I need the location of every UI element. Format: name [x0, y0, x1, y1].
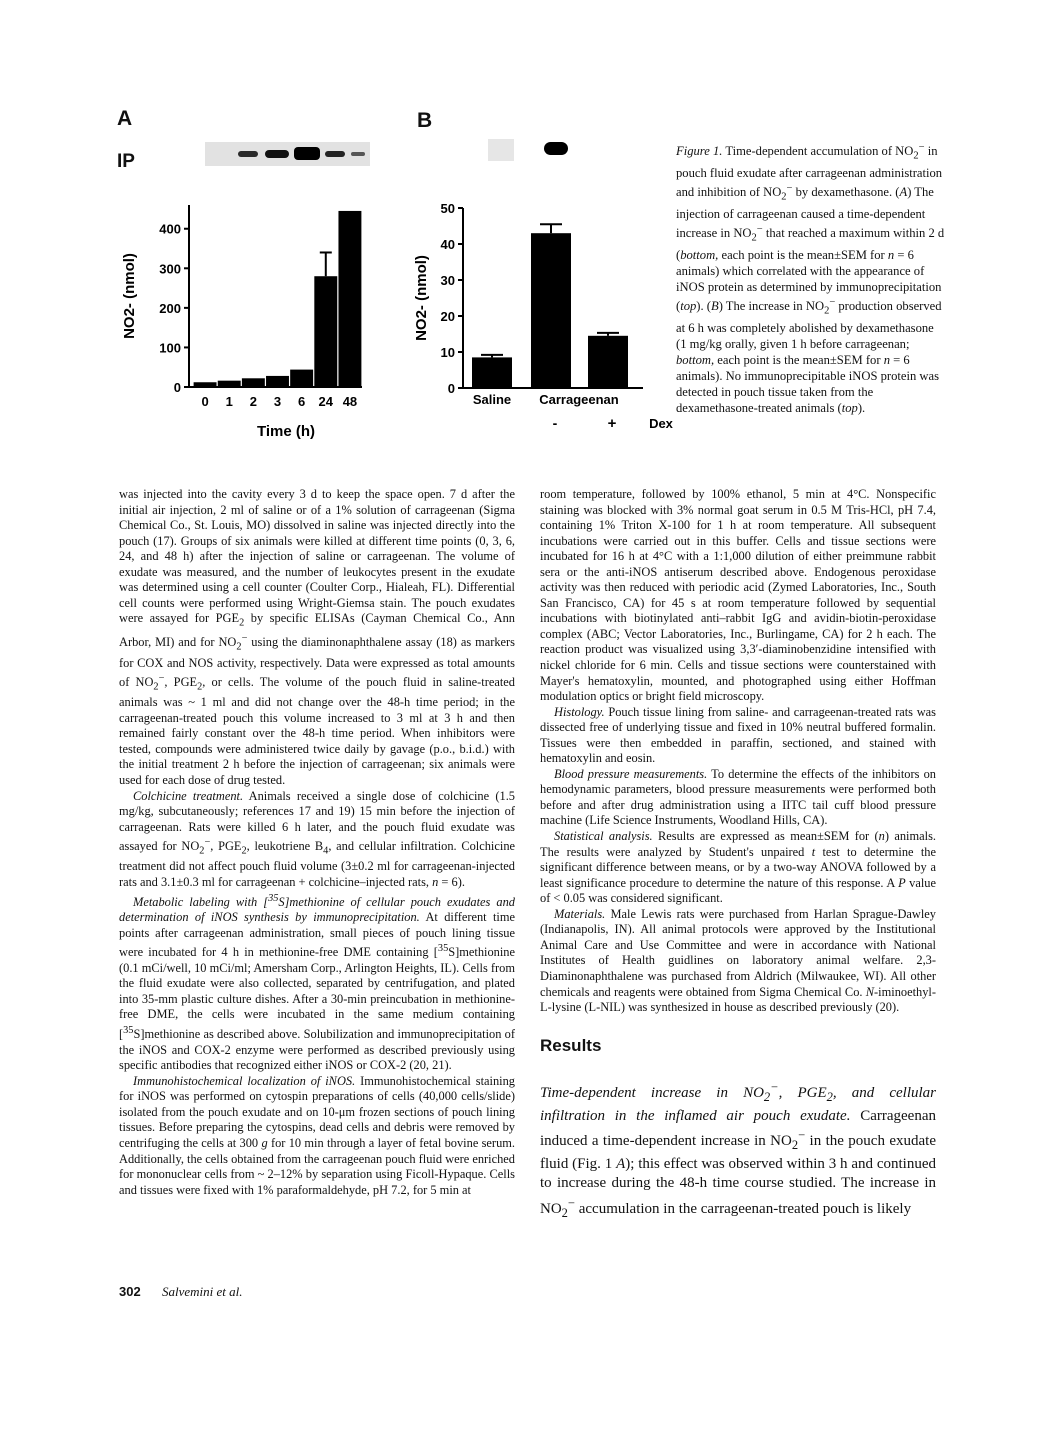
chart-a: [110, 195, 370, 465]
x-category-label: Saline: [472, 392, 512, 407]
bar: [531, 233, 571, 388]
ip-label: IP: [117, 151, 135, 172]
right-column: room temperature, followed by 100% ethanol, 5 min at 4°C. Nonspecific staining was blocked with 3% normal goat serum in 0.5 M Tris-HCl, pH 7.4, containing 1% Triton X-100 for 1 h at room temperature. All subsequent incubations were carried out in this buffer. Cells and tissue sections were incubated for 16 h at 4°C with a 1:1,000 dilution of either preimmune rabbit sera or the anti-iNOS antiserum described above. Endogenous peroxidase activity was then reduced with periodic acid (Zymed Laboratories, Inc., South San Francisco, CA) for 45 s at room temperature followed by sequential incubations with biotinylated anti–rabbit IgG and avidin-biotin-peroxidase complex (ABC; Vector Laboratories, Inc., Burlingame, CA) for 2 h each. The reaction product was visualized using 3,3′-diaminobenzidine intensified with nickel chloride for 6 min. Cells and tissue sections were counterstained with Mayer's hematoxylin, mounted, and photographed using either Hoffman modulation optics or bright field microscopy. Histology. Pouch tissue lining from saline- and carrageenan-treated rats was dissected free of underlying tissue and fixed in 10% neutral buffered formalin. Tissues were then embedded in paraffin, sectioned, and stained with hematoxylin and eosin. Blood pressure measurements. To determine the effects of the inhibitors on hemodynamic parameters, blood pressure measurements were performed both before and after drug administration using a IITC tail cuff blood pressure machine (Life Science Instruments, Woodland Hills, CA). Statistical analysis. Results are expressed as mean±SEM for (n) animals. The results were analyzed by Student's unpaired t test to determine the significant difference between means, or by a two-way ANOVA followed by a least significance procedure to determine the nature of this response. A P value of < 0.05 was considered significant. Materials. Male Lewis rats were purchased from Harlan Sprague-Dawley (Indianapolis, IN). All animal protocols were approved by the Institutional Animal Care and Use Committee and were in accordance with National Institutes of Health guidlines on laboratory animal welfare. 2,3-Diaminonaphthalene was purchased from Aldrich (Milwaukee, WI). All other chemicals and reagents were obtained from Sigma Chemical Co. N-iminoethyl-L-lysine (L-NIL) was synthesized in house as described previously (20).: [540, 487, 937, 1015]
blot-band: [238, 151, 258, 157]
y-tick-label: 400: [159, 221, 181, 237]
bar: [338, 211, 361, 387]
bar: [194, 382, 217, 387]
blot-band: [265, 150, 289, 158]
chart-b: [405, 195, 675, 445]
y-tick-label: 20: [440, 309, 455, 324]
blot-band: [294, 147, 320, 160]
blot-strip-b: [488, 139, 514, 161]
x-tick-label: 2: [249, 394, 257, 409]
bar: [588, 336, 628, 388]
bar: [314, 276, 337, 387]
x-tick-label: 6: [298, 394, 306, 409]
x-tick-label: 0: [201, 394, 209, 409]
page-footer: [119, 1284, 242, 1300]
y-tick-label: 0: [173, 380, 181, 395]
blot-band: [544, 142, 568, 155]
y-tick-label: 0: [447, 381, 455, 396]
bar: [472, 357, 512, 388]
y-tick-label: 40: [440, 237, 455, 252]
blot-strip-a: [205, 142, 370, 166]
dex-label: Dex: [649, 416, 673, 431]
results-paragraph: Time-dependent increase in $NO_2^-$, $PGE_2$, and cellular infiltration in the inflamed air pouch exudate. Carrageenan induced a time-dependent increase in $NO_2^-$ in the pouch exudate fluid (Fig. 1 A); this effect was observed within 3 h and continued to increase during the 48-h time course studied. The increase in $NO_2^-$ accumulation in the carrageenan-treated pouch is likely: [540, 1079, 936, 1220]
y-tick-label: 50: [440, 201, 455, 216]
y-axis-label: NO2- (nmol): [413, 255, 430, 341]
figure-caption: Figure 1. Time-dependent accumulation of $NO_2^-$ in pouch fluid exudate after carrageenan administration and inhibition of $NO_2^-$ by dexamethasone. (A) The injection of carrageenan caused a time-dependent increase in $NO_2^-$ that reached a maximum within 2 d (bottom, each point is the mean±SEM for n = 6 animals) which correlated with the appearance of iNOS protein as determined by immunoprecipitation (top). (B) The increase in $NO_2^-$ production observed at 6 h was completely abolished by dexamethasone (1 mg/kg orally, given 1 h before carrageenan; bottom, each point is the mean±SEM for n = 6 animals). No immunoprecipitable iNOS protein was detected in pouch tissue taken from the dexamethasone-treated animals (top).: [676, 142, 945, 416]
dex-plus-label: +: [607, 415, 617, 432]
panel-b-label: B: [417, 109, 433, 132]
x-tick-label: 1: [225, 394, 233, 409]
y-axis-label: NO2- (nmol): [121, 253, 138, 339]
y-tick-label: 300: [159, 261, 181, 277]
panel-a-label: A: [117, 107, 133, 130]
x-tick-label: 48: [342, 394, 358, 409]
x-category-label: Carrageenan: [539, 392, 619, 407]
y-tick-label: 200: [159, 300, 181, 316]
x-tick-label: 24: [318, 394, 334, 409]
bar: [290, 370, 313, 387]
y-tick-label: 10: [440, 345, 455, 360]
x-axis-label: Time (h): [256, 423, 316, 440]
footer-authors: Salvemini et al.: [161, 1284, 243, 1299]
y-tick-label: 30: [440, 273, 455, 288]
page-number: 302: [119, 1284, 141, 1299]
y-tick-label: 100: [159, 340, 181, 356]
blot-band: [325, 151, 345, 157]
bar: [266, 376, 289, 387]
blot-band: [351, 152, 365, 156]
bar: [242, 378, 265, 387]
left-column: was injected into the cavity every 3 d to keep the space open. 7 d after the initial air injection, 2 ml of saline or of a 1% solution of carrageenan (Sigma Chemical Co., St. Louis, MO) dissolved in saline was injected directly into the pouch (17). Groups of six animals were killed at different time points (0, 3, 6, 24, and 48 h) after the injection of saline or carrageenan. The volume of exudate was measured, and the number of leukocytes present in the exudate was determined using a cell counter (Coulter Corp., Hialeah, FL). Differential cell counts were performed using Wright-Giemsa stain. The pouch exudates were assayed for $PGE_2$ by specific ELISAs (Cayman Chemical Co., Ann Arbor, MI) and for $NO_2^-$ using the diaminonaphthalene assay (18) as markers for COX and NOS activity, respectively. Data were expressed as total amounts of $NO_2^-$, $PGE_2$, or cells. The volume of the pouch fluid in saline-treated animals was ~ 1 ml and did not change over the 48-h time period; in the carrageenan-treated pouch this volume increased to 3 ml at 3 h and then remained fairly constant over the 48-h time period. When inhibitors were tested, compounds were administered twice daily by gavage (p.o., b.i.d.) with the initial treatment 2 h before the injection of carrageenan; six animals were used for each dose of drug tested. Colchicine treatment. Animals received a single dose of colchicine (1.5 mg/kg, subcutaneously; references 17 and 19) 15 min before the injection of carrageenan. Rats were killed 6 h later, and the pouch fluid exudate was assayed for $NO_2^-$, $PGE_2$, leukotriene $B_4$, and cellular infiltration. Colchicine treatment did not affect pouch fluid volume (3±0.2 ml for carrageenan-injected rats and 3.1±0.3 ml for carrageenan + colchicine–injected rats, n = 6). Metabolic labeling with [$^{35}$S]methionine of cellular pouch exudates and determination of iNOS synthesis by immunoprecipitation. At different time points after carrageenan administration, small pieces of pouch lining tissue were incubated for 4 h in methionine-free DME containing [$^{35}$S]methionine (0.1 mCi/well, 10 mCi/ml; Amersham Corp., Arlington Heights, IL). Cells from the fluid exudate were also collected, separated by centrifugation, and plated into 35-mm plastic culture dishes. After a 30-min preincubation in methionine-free DME, the cells were incubated in the same medium containing [$^{35}$S]methionine as described above. Solubilization and immunoprecipitation of the iNOS and COX-2 enzyme were performed as described previously using specific antibodies that recognized either iNOS or COX-2 (20, 21). Immunohistochemical localization of iNOS. Immunohistochemical staining for iNOS was performed on cytospin preparations of cells (40,000 cells/slide) isolated from the pouch exudate and on 10-μm frozen sections of pouch lining tissues. Before preparing the cytospins, dead cells and debris were removed by centrifuging the cells at 300 g for 10 min through a layer of fetal bovine serum. Additionally, the cells obtained from the carrageenan pouch fluid were enriched for mononuclear cells from ~ 2–12% by separation using Ficoll-Hypaque. Cells and tissues were fixed with 1% paraformaldehyde, pH 7.2, for 5 min at: [119, 487, 516, 1197]
results-heading: Results: [540, 1035, 602, 1055]
right-column-wrapper: [540, 487, 936, 1223]
x-tick-label: 3: [273, 394, 282, 409]
dex-minus-label: -: [552, 415, 558, 431]
bar: [218, 381, 241, 387]
